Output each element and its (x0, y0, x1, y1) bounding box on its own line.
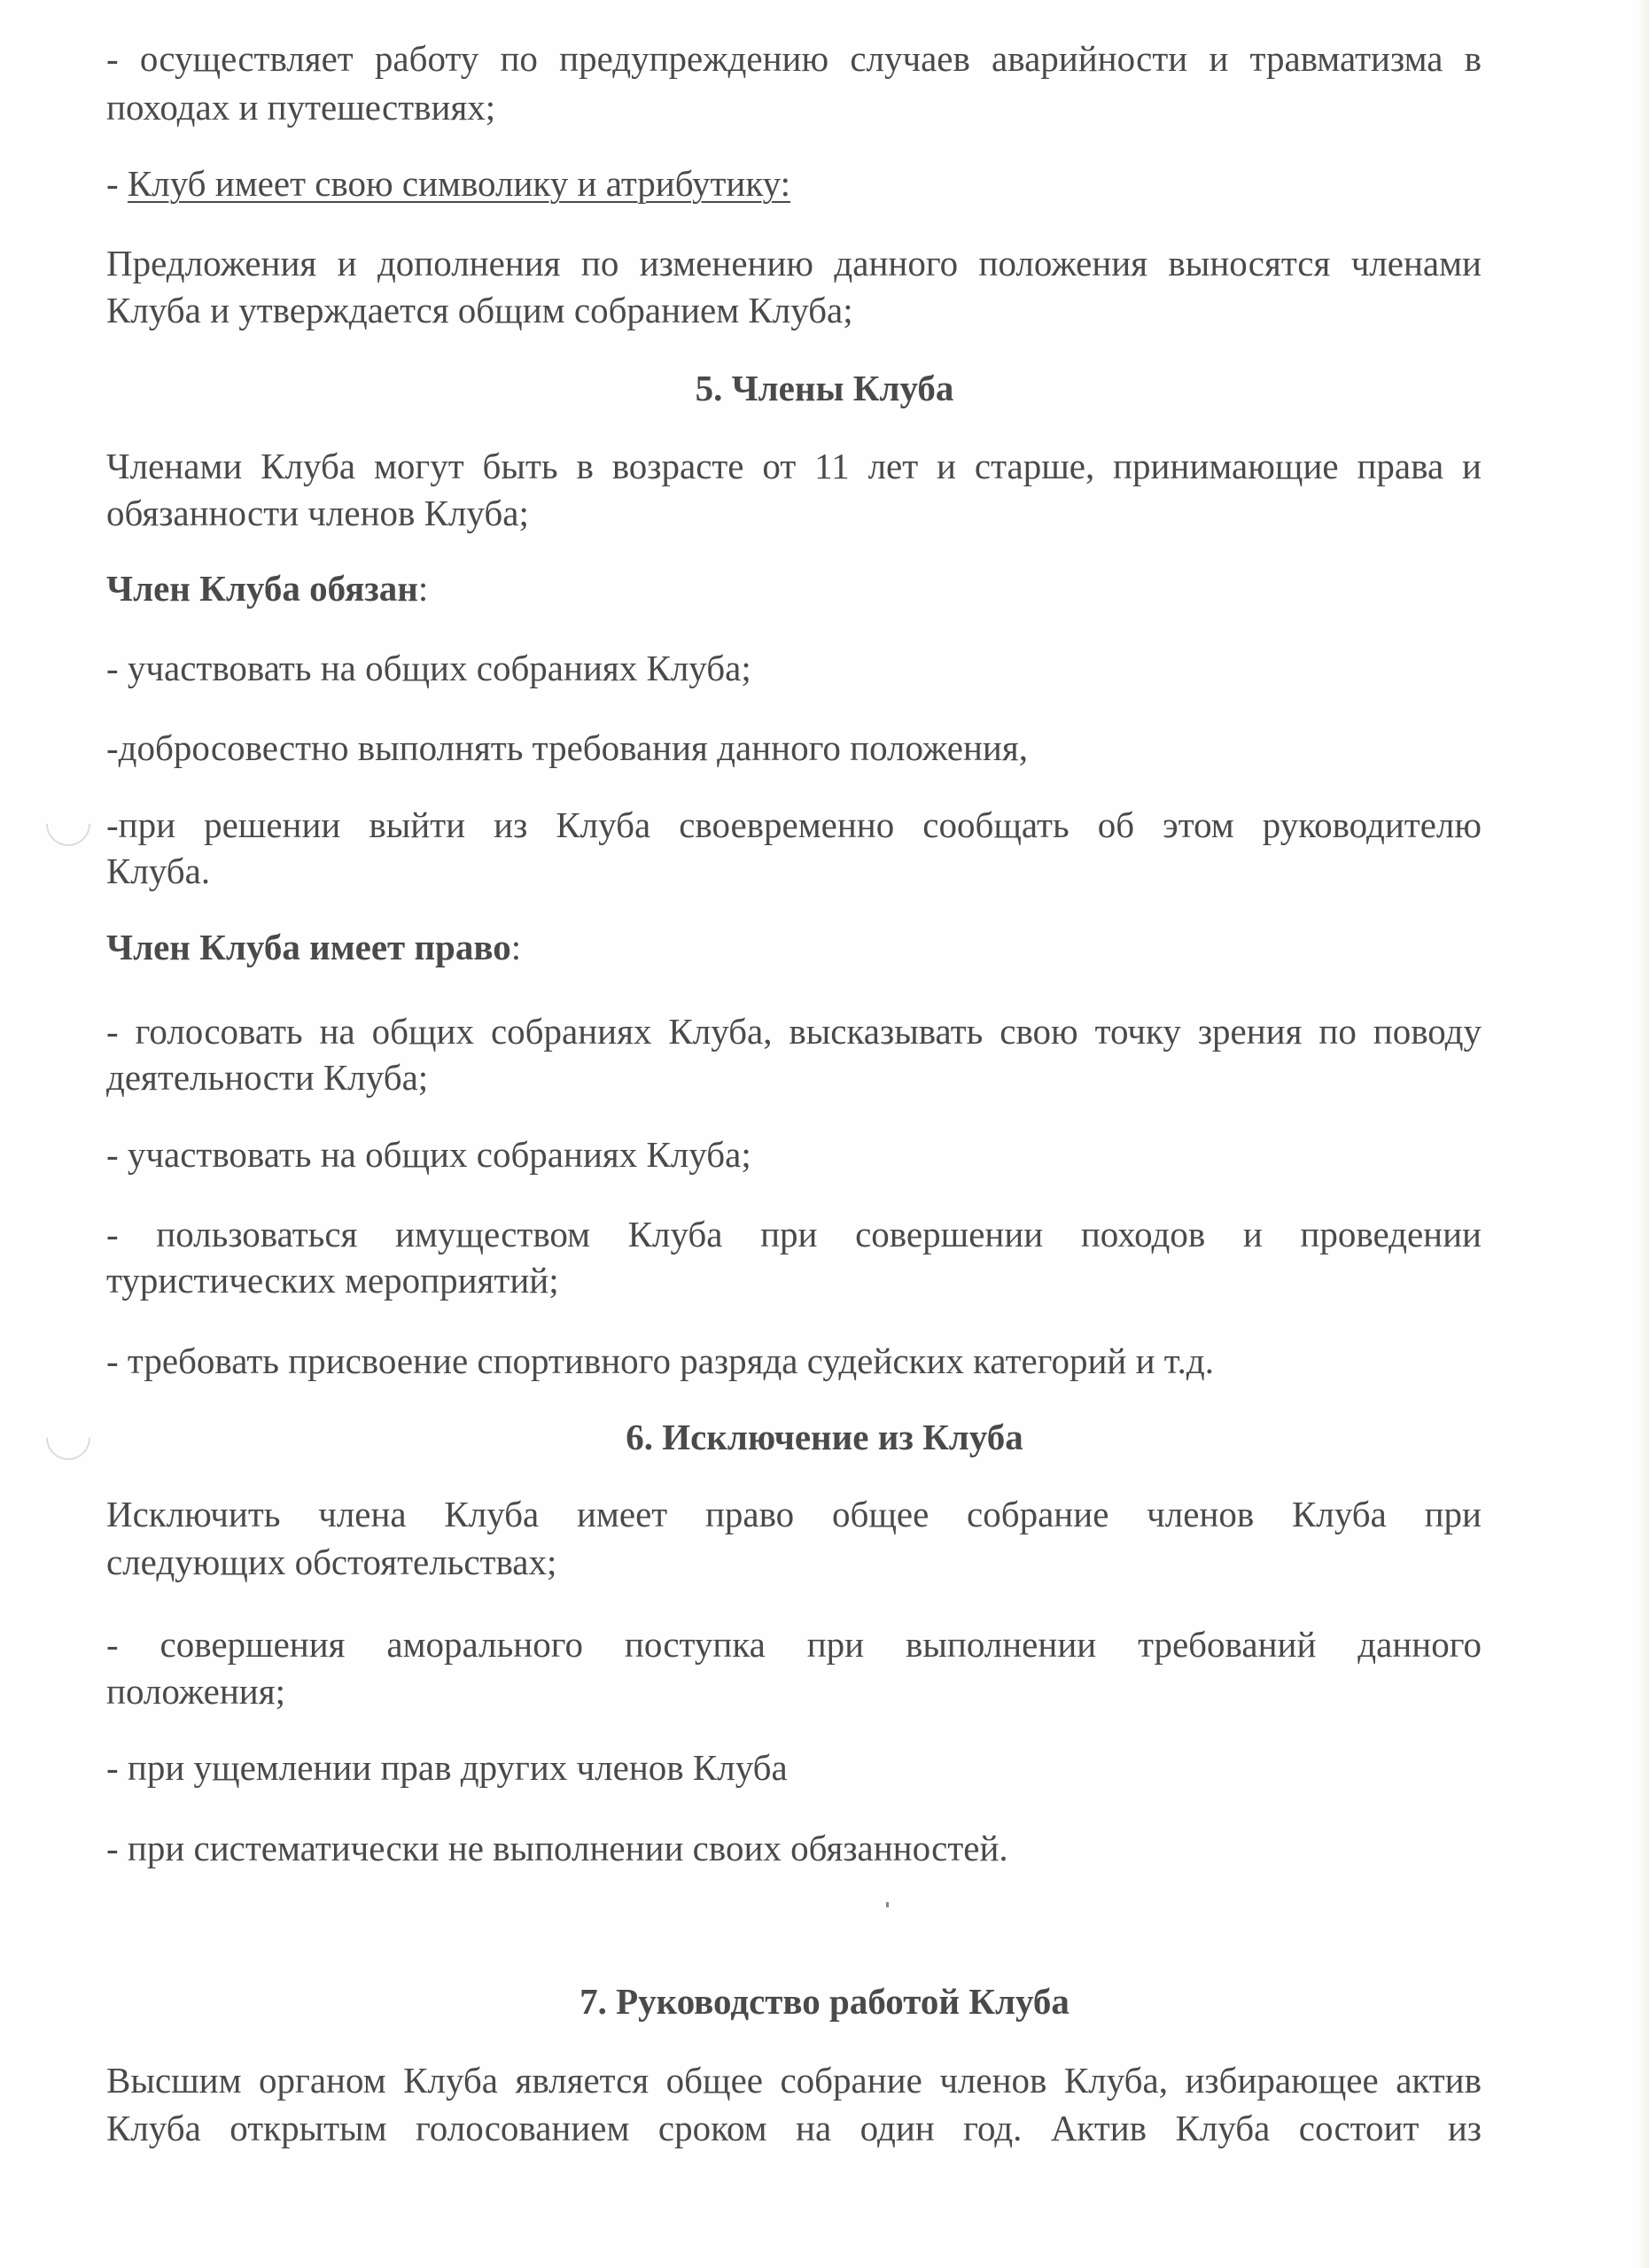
list-item: - пользоваться имуществом Клуба при совершении походов и проведении (106, 1214, 1482, 1254)
list-item: - совершения аморального поступка при выполнении требований данного (106, 1624, 1482, 1665)
list-item-continuation: туристических мероприятий; (106, 1260, 559, 1301)
duties-label-text: Член Клуба обязан (106, 568, 418, 609)
list-item-continuation: положения; (106, 1671, 285, 1712)
section-heading: 5. Члены Клуба (695, 368, 954, 408)
paragraph-line: Клуба открытым голосованием сроком на один год. Актив Клуба состоит из (106, 2108, 1482, 2148)
paragraph-line: Высшим органом Клуба является общее собрание членов Клуба, избирающее актив (106, 2060, 1482, 2101)
paragraph-line: Исключить члена Клуба имеет право общее собрание членов Клуба при (106, 1494, 1482, 1534)
paragraph-line: - осуществляет работу по предупреждению случаев аварийности и травматизма в (106, 38, 1482, 79)
duties-label-colon: : (417, 568, 429, 609)
page-edge-shadow (1637, 0, 1649, 2268)
rights-label (106, 924, 1482, 970)
rights-label-text: Член Клуба имеет право (106, 927, 511, 967)
list-item: - при ущемлении прав других членов Клуба (106, 1747, 788, 1788)
paragraph-line: Предложения и дополнения по изменению данного положения выносятся членами (106, 243, 1482, 284)
paragraph-line: следующих обстоятельствах; (106, 1542, 557, 1582)
punch-hole-mark (37, 793, 100, 856)
section-heading: 7. Руководство работой Клуба (579, 1981, 1070, 2022)
list-item: - требовать присвоение спортивного разряда судейских категорий и т.д. (106, 1340, 1214, 1381)
list-item: - участвовать на общих собраниях Клуба; (106, 648, 751, 688)
list-item: - участвовать на общих собраниях Клуба; (106, 1134, 751, 1175)
list-item-continuation: Клуба. (106, 850, 211, 891)
bullet-dash: - (106, 163, 128, 204)
scan-speck (886, 1902, 889, 1907)
list-item: - при систематически не выполнении своих обязанностей. (106, 1828, 1008, 1868)
list-item-continuation: деятельности Клуба; (106, 1057, 429, 1098)
underlined-text: Клуб имеет свою символику и атрибутику: (127, 163, 791, 204)
paragraph-line: обязанности членов Клуба; (106, 493, 529, 533)
paragraph-line: Членами Клуба могут быть в возрасте от 11 лет и старше, принимающие права и (106, 446, 1482, 486)
list-item: -при решении выйти из Клуба своевременно сообщать об этом руководителю (106, 804, 1482, 845)
list-item: -добросовестно выполнять требования данного положения, (106, 727, 1028, 768)
list-item: - голосовать на общих собраниях Клуба, высказывать свою точку зрения по поводу (106, 1011, 1482, 1052)
duties-label (106, 565, 1482, 611)
symbolics-line (106, 160, 1482, 206)
paragraph-line: походах и путешествиях; (106, 87, 496, 128)
section-heading: 6. Исключение из Клуба (626, 1417, 1023, 1457)
paragraph-line: Клуба и утверждается общим собранием Клуба; (106, 290, 853, 330)
rights-label-colon: : (510, 927, 522, 967)
